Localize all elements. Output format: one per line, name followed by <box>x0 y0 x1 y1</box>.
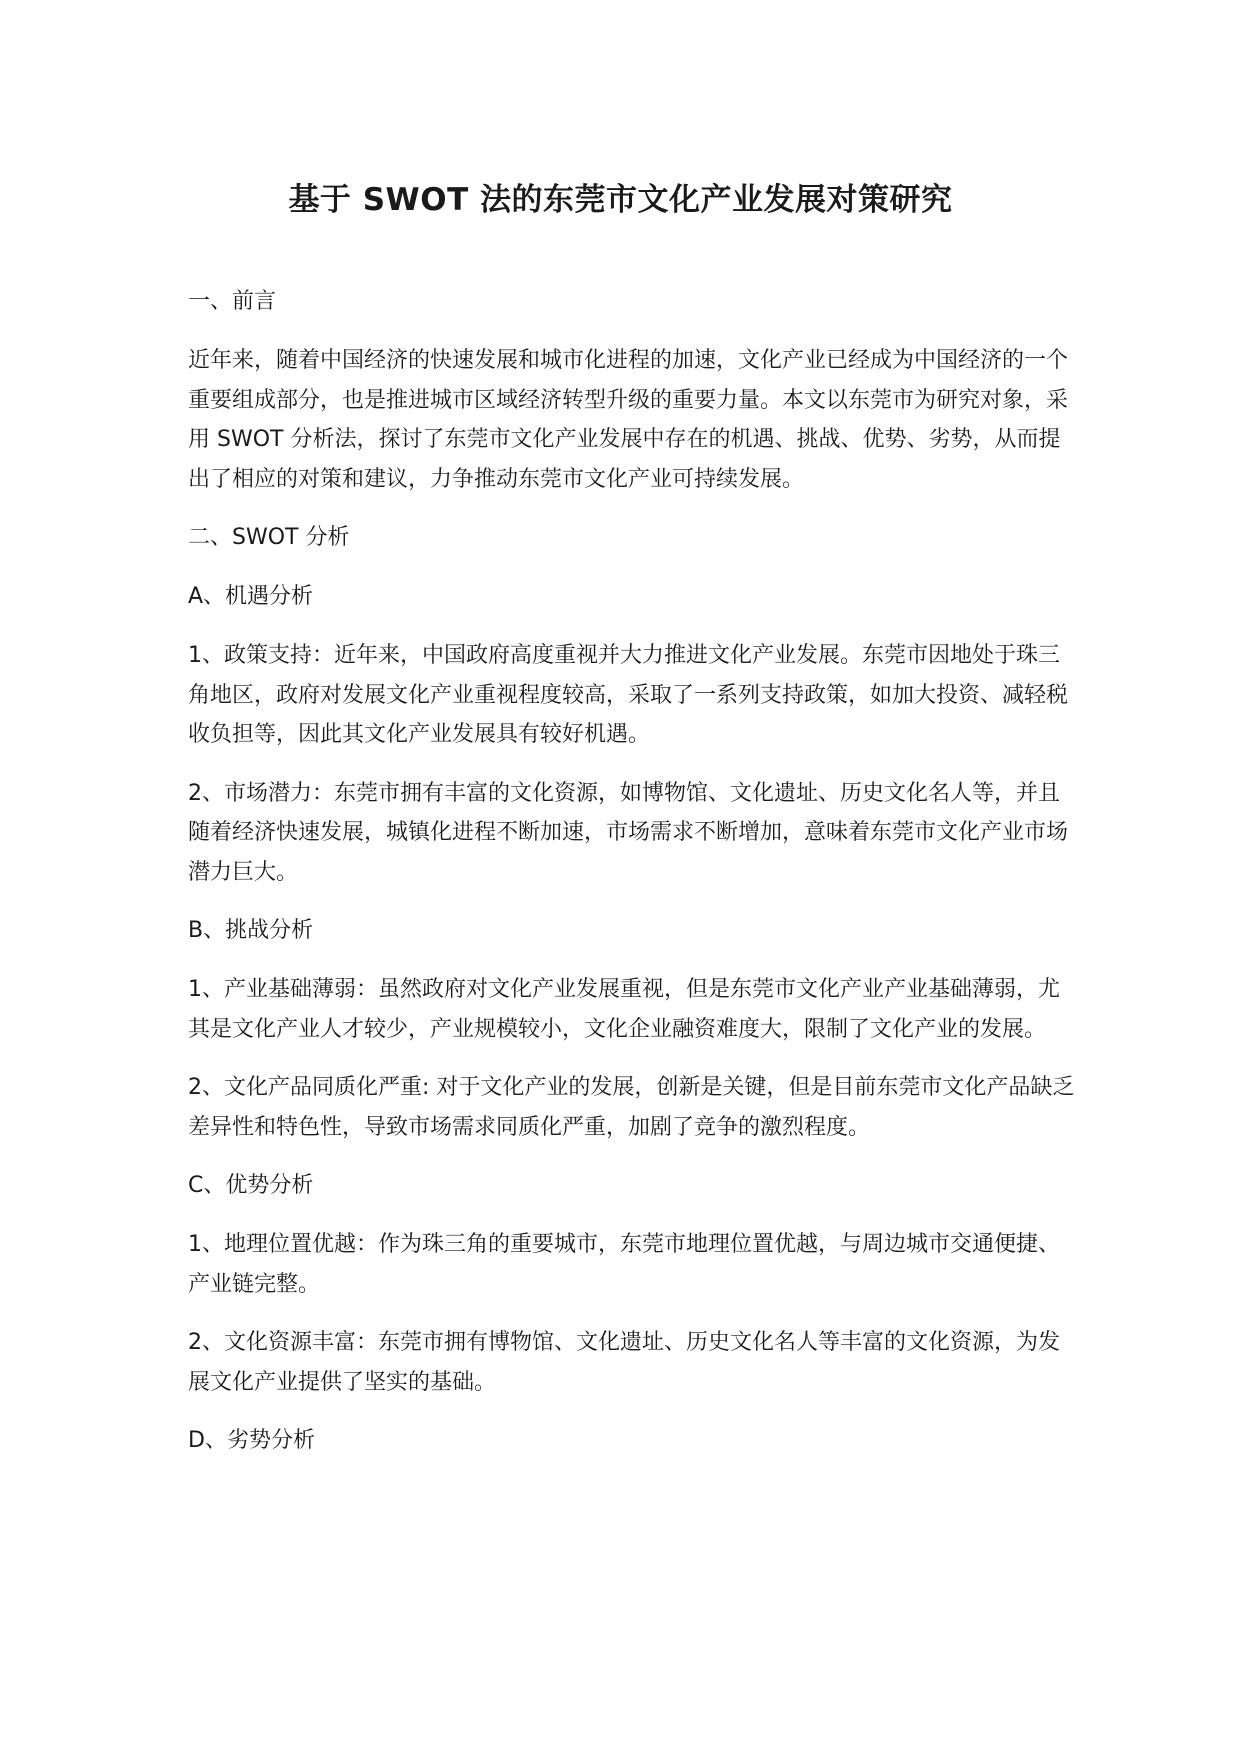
subsection-heading-strengths: C、优势分析 <box>188 1173 314 1198</box>
paragraph-policy-support: 1、政策支持：近年来，中国政府高度重视并大力推进文化产业发展。东莞市因地处于珠三角地区，政府对发展文化产业重视程度较高，采取了一系列支持政策，如加大投资、减轻税收负担等，因此其文化产业发展具有较好机遇。 <box>188 643 1069 747</box>
subsection-heading-threats: B、挑战分析 <box>188 918 314 943</box>
paragraph-cultural-resources: 2、文化资源丰富：东莞市拥有博物馆、文化遗址、历史文化名人等丰富的文化资源，为发展文化产业提供了坚实的基础。 <box>188 1330 1061 1395</box>
paragraph-weak-foundation: 1、产业基础薄弱：虽然政府对文化产业发展重视，但是东莞市文化产业产业基础薄弱，尤其是文化产业人才较少，产业规模较小，文化企业融资难度大，限制了文化产业的发展。 <box>188 977 1061 1042</box>
document-title: 基于 SWOT 法的东莞市文化产业发展对策研究 <box>288 182 953 218</box>
paragraph-market-potential: 2、市场潜力：东莞市拥有丰富的文化资源，如博物馆、文化遗址、历史文化名人等，并且随着经济快速发展，城镇化进程不断加速，市场需求不断增加，意味着东莞市文化产业市场潜力巨大。 <box>188 780 1069 885</box>
document-body <box>188 282 1078 1480</box>
paragraph-preface: 近年来，随着中国经济的快速发展和城市化进程的加速，文化产业已经成为中国经济的一个重要组成部分，也是推进城市区域经济转型升级的重要力量。本文以东莞市为研究对象，采用 SWOT 分析法，探讨了东莞市文化产业发展中存在的机遇、挑战、优势、劣势，从而提出了相应的对策和建议，力争推动东莞市文化产业可持续发展。 <box>188 348 1069 492</box>
paragraph-location: 1、地理位置优越：作为珠三角的重要城市，东莞市地理位置优越，与周边城市交通便捷、产业链完整。 <box>188 1232 1061 1297</box>
section-heading-swot: 二、SWOT 分析 <box>188 525 350 550</box>
subsection-heading-opportunities: A、机遇分析 <box>188 584 314 609</box>
paragraph-homogenization: 2、文化产品同质化严重: 对于文化产业的发展，创新是关键，但是目前东莞市文化产品缺乏差异性和特色性，导致市场需求同质化严重，加剧了竞争的激烈程度。 <box>188 1075 1075 1140</box>
section-heading-preface: 一、前言 <box>188 289 277 314</box>
subsection-heading-weaknesses: D、劣势分析 <box>188 1428 315 1453</box>
